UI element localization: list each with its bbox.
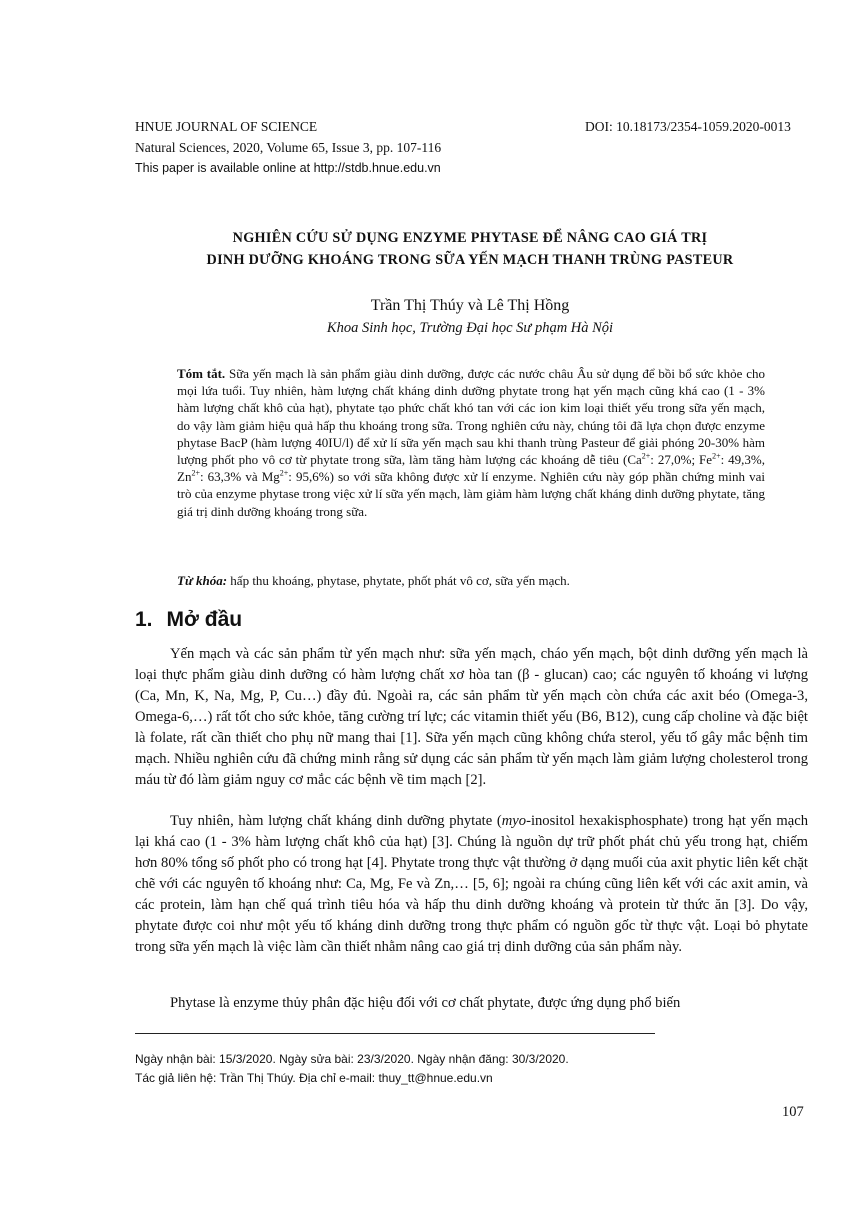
abstract-text-3: : 49,3%, Zn bbox=[177, 452, 765, 485]
footnote-divider bbox=[135, 1033, 655, 1034]
affiliation: Khoa Sinh học, Trường Đại học Sư phạm Hà Nội bbox=[326, 320, 614, 336]
paragraph-2 bbox=[135, 811, 808, 958]
online-availability: This paper is available online at http://stdb.hnue.edu.vn bbox=[135, 161, 441, 175]
paragraph-2-italic: myo bbox=[501, 813, 527, 829]
footnote-contact: Tác giả liên hệ: Trần Thị Thúy. Địa chỉ e-mail: thuy_tt@hnue.edu.vn bbox=[135, 1071, 493, 1085]
paper-title-line-1: NGHIÊN CỨU SỬ DỤNG ENZYME PHYTASE ĐỂ NÂNG CAO GIÁ TRỊ bbox=[232, 230, 708, 246]
keywords bbox=[177, 572, 777, 589]
abstract-text-2: : 27,0%; Fe bbox=[650, 452, 713, 468]
paragraph-2-text-a: Tuy nhiên, hàm lượng chất kháng dinh dưỡng phytate ( bbox=[170, 813, 502, 829]
keywords-text: hấp thu khoáng, phytase, phytate, phốt phát vô cơ, sữa yến mạch. bbox=[227, 573, 570, 588]
ion-charge: 2+ bbox=[641, 451, 651, 461]
section-heading bbox=[135, 608, 242, 632]
abstract-text-1: Sữa yến mạch là sản phẩm giàu dinh dưỡng, được các nước châu Âu sử dụng để bồi bổ sức khỏe cho mọi lứa tuổi. Tuy nhiên, hàm lượng chất kháng dinh dưỡng phytate trong hạt yến mạch cũng khá cao (1 - 3% hàm lượng chất khô của hạt), phytate tạo phức chất khó tan với các ion kim loại thiết yếu trong sữa yến mạch, do vậy làm giảm hiệu quả hấp thu khoáng trong sữa. Trong nghiên cứu này, chúng tôi đã lựa chọn được enzyme phytase BacP (hàm lượng 40IU/l) để xử lí sữa yến mạch sau khi thanh trùng Pasteur để giải phóng 20-30% hàm lượng phốt pho vô cơ từ phytate trong sữa, làm tăng hàm lượng các khoáng dễ tiêu (Ca bbox=[177, 366, 765, 468]
section-title: Mở đầu bbox=[166, 608, 243, 631]
abstract-text-4: : 63,3% và Mg bbox=[199, 469, 280, 485]
ion-charge: 2+ bbox=[279, 468, 289, 478]
volume-info: Natural Sciences, 2020, Volume 65, Issue 3, pp. 107-116 bbox=[135, 140, 442, 155]
ion-charge: 2+ bbox=[712, 451, 721, 461]
abstract-label: Tóm tắt. bbox=[177, 366, 226, 381]
section-number: 1. bbox=[135, 608, 153, 631]
authors: Trần Thị Thúy và Lê Thị Hồng bbox=[370, 297, 570, 314]
paper-title-line-2: DINH DƯỠNG KHOÁNG TRONG SỮA YẾN MẠCH THANH TRÙNG PASTEUR bbox=[206, 252, 734, 268]
ion-charge: 2+ bbox=[191, 468, 200, 478]
page-number: 107 bbox=[782, 1104, 804, 1120]
doi: DOI: 10.18173/2354-1059.2020-0013 bbox=[585, 119, 791, 134]
paragraph-2-text-b: -inositol hexakisphosphate) trong hạt yến mạch lại khá cao (1 - 3% hàm lượng chất khô của hạt) [3]. Chúng là nguồn dự trữ phốt phát chủ yếu trong hạt, chiếm hơn 80% tổng số phốt pho có trong hạt [4]. Phytate trong thực vật thường ở dạng muối của axit phytic liên kết chặt chẽ với các nguyên tố khoáng như: Ca, Mg, Fe và Zn,… [5, 6]; ngoài ra chúng cũng liên kết với các axit amin, và các protein, làm hạn chế quá trình tiêu hóa và hấp thu dinh dưỡng khoáng và protein từ thức ăn [3]. Do vậy, phytate được coi như một yếu tố kháng dinh dưỡng trong thực phẩm có nguồn gốc từ thực vật. Loại bỏ phytate trong sữa yến mạch là việc làm cần thiết nhằm nâng cao giá trị dinh dưỡng của sản phẩm này. bbox=[135, 813, 808, 955]
abstract bbox=[177, 365, 765, 520]
paragraph-3: Phytase là enzyme thủy phân đặc hiệu đối với cơ chất phytate, được ứng dụng phổ biến bbox=[170, 995, 681, 1011]
keywords-label: Từ khóa: bbox=[177, 573, 228, 588]
paragraph-1: Yến mạch và các sản phẩm từ yến mạch như: sữa yến mạch, cháo yến mạch, bột dinh dưỡng yến mạch là loại thực phẩm giàu dinh dưỡng có hàm lượng chất xơ hòa tan (β - glucan) cao; các nguyên tố khoáng vi lượng (Ca, Mn, K, Na, Mg, P, Cu…) đầy đủ. Ngoài ra, các sản phẩm từ yến mạch còn chứa các axit béo (Omega-3, Omega-6,…) rất tốt cho sức khỏe, tăng cường trí lực; các vitamin thiết yếu (B6, B12), cung cấp choline và đặc biệt là folate, rất cần thiết cho phụ nữ mang thai [1]. Sữa yến mạch cũng không chứa sterol, yếu tố gây mắc bệnh tim mạch. Nhiều nghiên cứu đã chứng minh rằng sử dụng các sản phẩm từ yến mạch làm giảm lượng cholesterol trong máu từ đó làm giảm nguy cơ mắc các bệnh về tim mạch [2]. bbox=[135, 646, 808, 788]
abstract-text-5: : 95,6%) so với sữa không được xử lí enzyme. Nghiên cứu này góp phần chứng minh vai trò của enzyme phytase trong việc xử lí sữa yến mạch, làm giảm hàm lượng chất kháng dinh dưỡng phytate, tăng giá trị dinh dưỡng khoáng trong sữa. bbox=[177, 469, 765, 519]
journal-name: HNUE JOURNAL OF SCIENCE bbox=[135, 119, 318, 134]
footnote-dates: Ngày nhận bài: 15/3/2020. Ngày sửa bài: 23/3/2020. Ngày nhận đăng: 30/3/2020. bbox=[135, 1052, 569, 1066]
